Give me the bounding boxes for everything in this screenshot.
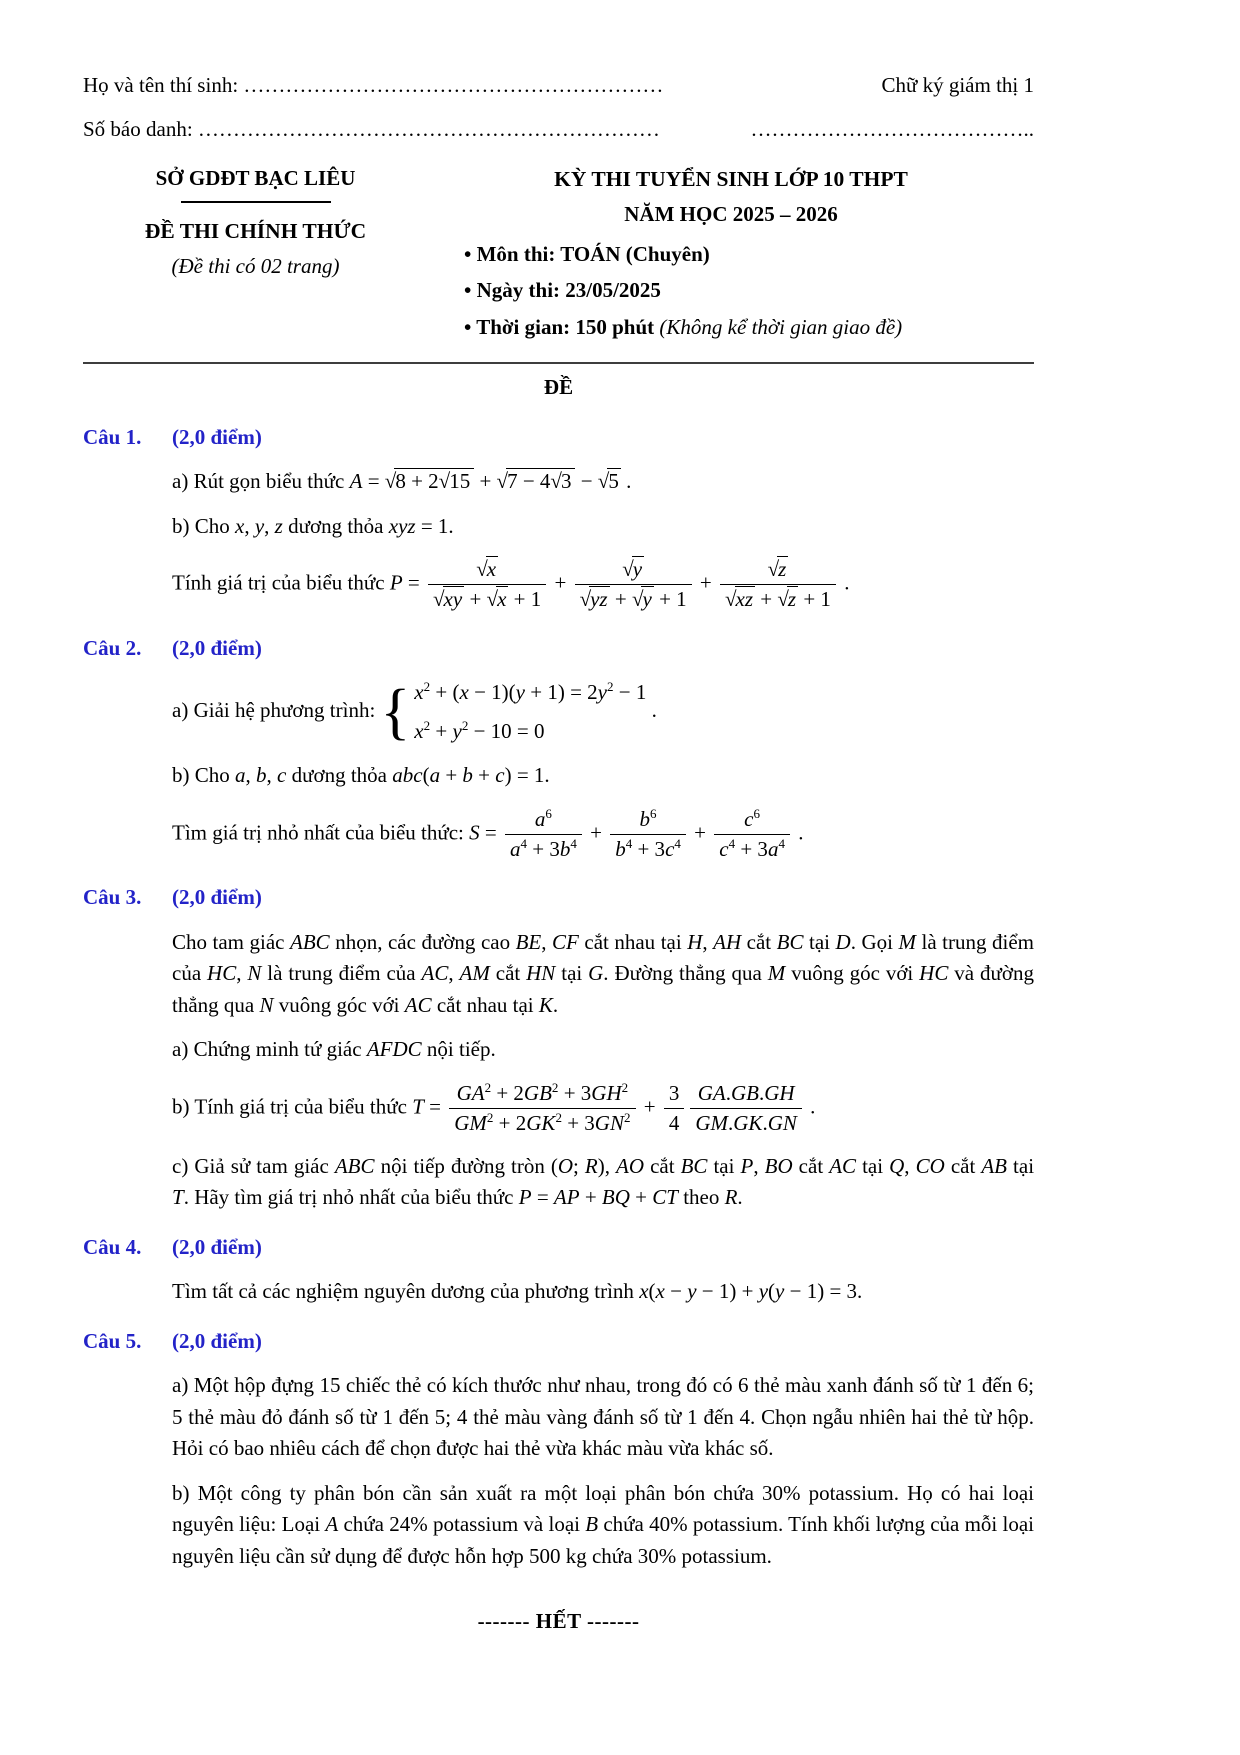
question-3-head <box>83 882 1034 914</box>
official-exam-label: ĐỀ THI CHÍNH THỨC <box>144 218 367 243</box>
question-2-body <box>83 677 1034 864</box>
date-text: • Ngày thi: 23/05/2025 <box>464 278 661 303</box>
question-5-points: (2,0 điểm) <box>172 1328 262 1353</box>
school-year: NĂM HỌC 2025 – 2026 <box>624 202 838 227</box>
question-4-points: (2,0 điểm) <box>172 1234 262 1259</box>
question-2-part-a: a) Giải hệ phương trình: { $x^2 + (x - 1)(y + 1) = 2y^2 - 1$ $x^2 + y^2 - 10 = 0$ . <box>172 677 657 746</box>
question-2-label: Câu 2. <box>83 635 142 660</box>
question-4-label: Câu 4. <box>83 1234 142 1259</box>
question-1-body <box>83 466 1034 614</box>
question-2 <box>83 633 1034 864</box>
registration-number-field <box>83 114 660 146</box>
registration-number-dotted-line: ………………………………………………………… <box>197 116 660 141</box>
question-3-body <box>83 927 1034 1214</box>
proctor-signature-label: Chữ ký giám thị 1 <box>881 73 1034 97</box>
question-3-label: Câu 3. <box>83 885 142 909</box>
question-5-part-a: a) Một hộp đựng 15 chiếc thẻ có kích thước như nhau, trong đó có 6 thẻ màu xanh đánh số từ 1 đến 6; 5 thẻ màu đỏ đánh số từ 1 đến 5; 4 thẻ màu vàng đánh số từ 1 đến 4. Chọn ngẫu nhiên hai thẻ từ hộp. Hỏi có bao nhiêu cách để chọn được hai thẻ vừa khác màu vừa khác số. <box>172 1373 1034 1461</box>
question-3-part-c: c) Giả sử tam giác ABC nội tiếp đường tròn (O; R), AO cắt BC tại P, BO cắt AC tại Q, CO cắt AB tại T. Hãy tìm giá trị nhỏ nhất của biểu thức P = AP + BQ + CT theo R. <box>172 1153 1035 1210</box>
signature-dotted-line: ………………………………….. <box>750 116 1034 141</box>
question-5 <box>83 1326 1034 1573</box>
question-2-points: (2,0 điểm) <box>172 635 262 660</box>
question-3-points: (2,0 điểm) <box>172 885 262 909</box>
question-5-part-b: b) Một công ty phân bón cần sản xuất ra một loại phân bón chứa 30% potassium. Họ có hai loại nguyên liệu: Loại A chứa 24% potassium và loại B chứa 40% potassium. Tính khối lượng của mỗi loại nguyên liệu cần sử dụng để được hỗn hợp 500 kg chứa 30% potassium. <box>172 1480 1034 1568</box>
duration-note: (Không kể thời gian giao đề) <box>654 314 903 339</box>
exam-title: KỲ THI TUYỂN SINH LỚP 10 THPT <box>554 167 908 191</box>
exam-title-block <box>428 163 1034 348</box>
candidate-name-label: Họ và tên thí sinh: <box>83 73 239 97</box>
question-5-body <box>83 1370 1034 1572</box>
question-1-label: Câu 1. <box>83 424 142 449</box>
question-1-points: (2,0 điểm) <box>172 424 262 449</box>
question-1-head <box>83 422 1034 454</box>
question-4-body <box>83 1276 1034 1308</box>
question-3-intro: Cho tam giác ABC nhọn, các đường cao BE, CF cắt nhau tại H, AH cắt BC tại D. Gọi M là trung điểm của HC, N là trung điểm của AC, AM cắt HN tại G. Đường thẳng qua M vuông góc với HC và đường thẳng qua N vuông góc với AC cắt nhau tại K. <box>172 929 1034 1017</box>
department-name: SỞ GDĐT BẠC LIÊU <box>155 166 356 190</box>
question-3-part-a: a) Chứng minh tứ giác AFDC nội tiếp. <box>172 1037 496 1061</box>
candidate-name-row <box>83 70 1034 102</box>
question-2-part-b: b) Cho a, b, c dương thỏa abc(a + b + c) = 1. <box>172 763 550 788</box>
question-5-head <box>83 1326 1034 1358</box>
candidate-name-field <box>83 70 663 102</box>
question-5-label: Câu 5. <box>83 1328 142 1353</box>
registration-number-row <box>83 114 1034 146</box>
question-1-part-b-formula: Tính giá trị của biểu thức P = $\frac{√x}{√xy + √x + 1}$ + $\frac{√y}{√yz + √y + 1}$ + $\frac{√z}{√xz + √z + 1}$ . <box>172 557 850 612</box>
end-marker: ------- HẾT ------- <box>477 1609 640 1634</box>
subject-line <box>464 239 1034 271</box>
exam-body-title: ĐỀ <box>543 375 574 400</box>
question-2-part-b-formula: Tìm giá trị nhỏ nhất của biểu thức: S = $\frac{a^6}{a^4 + 3b^4}$ + $\frac{b^6}{b^4 + 3c^4}$ + $\frac{c^6}{c^4 + 3a^4}$ . <box>172 805 804 861</box>
exam-header <box>83 163 1034 348</box>
question-3 <box>83 882 1034 1214</box>
registration-number-label: Số báo danh: <box>83 116 193 141</box>
page-count-note: (Đề thi có 02 trang) <box>171 253 340 278</box>
question-1 <box>83 422 1034 615</box>
subject-text: • Môn thi: TOÁN (Chuyên) <box>464 241 710 266</box>
header-divider <box>83 362 1034 364</box>
question-4-text: Tìm tất cả các nghiệm nguyên dương của phương trình x(x − y − 1) + y(y − 1) = 3. <box>172 1279 863 1304</box>
issuer-block <box>83 163 428 282</box>
candidate-name-dotted-line: …………………………………………………… <box>243 73 664 97</box>
duration-text: • Thời gian: 150 phút <box>464 314 655 339</box>
exam-info-list <box>428 239 1034 344</box>
question-4-head <box>83 1232 1034 1264</box>
question-1-part-a: a) Rút gọn biểu thức A = √8 + 2√15 + √7 − 4√3 − √5 . <box>172 469 632 494</box>
question-3-part-b: b) Tính giá trị của biểu thức T = $\frac{GA^2 + 2GB^2 + 3GH^2}{GM^2 + 2GK^2 + 3GN^2}$ + $\frac{3}{4}$ $\frac{GA.GB.GH}{GM.GK.GN}$ . <box>172 1079 816 1135</box>
duration-line <box>464 312 1034 344</box>
question-2-head <box>83 633 1034 665</box>
date-line <box>464 275 1034 307</box>
issuer-divider <box>181 201 331 203</box>
question-4 <box>83 1232 1034 1308</box>
question-1-part-b: b) Cho x, y, z dương thỏa xyz = 1. <box>172 513 454 538</box>
